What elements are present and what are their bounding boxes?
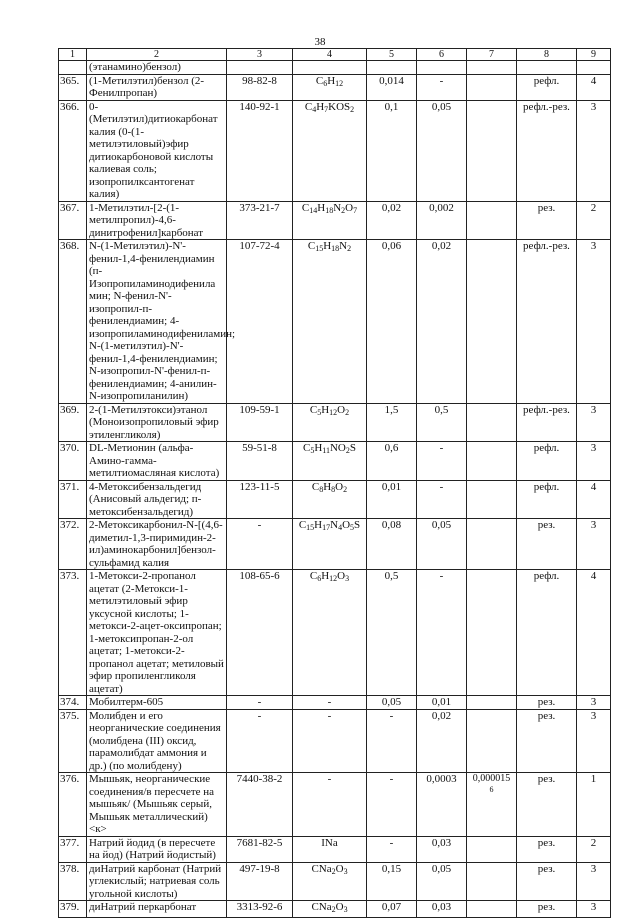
substance-name: 4-Метоксибензальдегид (Анисовый альдегид; п-метоксибензальдегид)	[87, 480, 227, 519]
formula-text: C	[298, 519, 307, 531]
value-col5: 0,02	[367, 201, 417, 240]
col-header: 3	[227, 49, 293, 61]
hazard-type: рез.	[517, 709, 577, 773]
row-number: 368.	[59, 240, 87, 404]
hazard-class: 4	[577, 480, 611, 519]
formula-subscript: 17	[322, 523, 331, 532]
formula-subscript: 8	[331, 484, 336, 494]
chemical-formula	[293, 201, 367, 240]
formula-subscript: 15	[306, 523, 315, 532]
formula-text: H	[316, 100, 325, 113]
cas-number: 140-92-1	[227, 100, 293, 201]
value-col5: -	[367, 836, 417, 862]
value-col6: 0,0003	[417, 773, 467, 837]
value-col5: 0,06	[367, 240, 417, 404]
col-header: 8	[517, 49, 577, 61]
substances-table	[58, 48, 611, 918]
hazard-class: 3	[577, 100, 611, 201]
value-col6: 0,03	[417, 901, 467, 918]
formula-text: H	[327, 74, 336, 87]
value-col7	[467, 570, 517, 696]
row-number: 377.	[59, 836, 87, 862]
substance-name: DL-Метионин (альфа-Амино-гамма-метилтиомасляная кислота)	[87, 442, 227, 481]
hazard-type: рефл.	[517, 74, 577, 100]
table-row	[59, 201, 611, 240]
table-row	[59, 836, 611, 862]
chemical-formula	[293, 403, 367, 442]
hazard-type: рефл.	[517, 570, 577, 696]
cas-number: 59-51-8	[227, 442, 293, 481]
hazard-type: рефл.-рез.	[517, 403, 577, 442]
value-col7	[467, 862, 517, 901]
cas-number: 109-59-1	[227, 403, 293, 442]
value-col5: 0,07	[367, 901, 417, 918]
formula-subscript: 5	[310, 446, 315, 455]
value-col5: -	[367, 709, 417, 773]
chemical-formula	[293, 836, 367, 862]
chemical-formula	[293, 519, 367, 570]
chemical-formula	[293, 61, 367, 75]
value-col7	[467, 74, 517, 100]
hazard-type: рез.	[517, 696, 577, 710]
formula-text: O	[335, 480, 344, 493]
hazard-class: 3	[577, 901, 611, 918]
cas-number: 123-11-5	[227, 480, 293, 519]
col-header: 9	[577, 49, 611, 61]
formula-subscript: 18	[325, 205, 334, 215]
value-col6: -	[417, 442, 467, 481]
chemical-formula	[293, 100, 367, 201]
value-col7	[467, 61, 517, 75]
col-header: 2	[87, 49, 227, 61]
formula-subscript: 4	[312, 104, 317, 114]
formula-text: S	[349, 442, 356, 454]
formula-subscript: 6	[323, 78, 328, 88]
hazard-type: рез.	[517, 773, 577, 837]
value-col6: -	[417, 570, 467, 696]
table-row	[59, 862, 611, 901]
hazard-class: 2	[577, 836, 611, 862]
header-row	[59, 49, 611, 61]
formula-subscript: 3	[343, 905, 348, 914]
col-header: 1	[59, 49, 87, 61]
substance-name: Мобилтерм-605	[87, 696, 227, 710]
chemical-formula	[293, 480, 367, 519]
hazard-class: 3	[577, 709, 611, 773]
value-col7	[467, 201, 517, 240]
formula-text: CNa	[311, 862, 332, 875]
chemical-formula	[293, 901, 367, 918]
formula-text: N	[330, 519, 339, 531]
value-col6: -	[417, 480, 467, 519]
value-col6: 0,05	[417, 519, 467, 570]
substance-name: Натрий йодид (в пересчете на йод) (Натрий йодистый)	[87, 836, 227, 862]
value-col6: 0,01	[417, 696, 467, 710]
value-col7	[467, 519, 517, 570]
cas-number: 497-19-8	[227, 862, 293, 901]
row-number: 367.	[59, 201, 87, 240]
value-col5	[367, 61, 417, 75]
value-col6: 0,03	[417, 836, 467, 862]
hazard-class: 3	[577, 240, 611, 404]
substance-name: 1-Метилэтил-[2-(1-метилпропил)-4,6-динитрофенил]карбонат	[87, 201, 227, 240]
formula-subscript: 3	[345, 574, 350, 583]
formula-text: S	[354, 519, 361, 531]
hazard-class: 1	[577, 773, 611, 837]
value-col7	[467, 709, 517, 773]
substance-name: 0-(Метилэтил)дитиокарбонат калия (0-(1-метилэтиловый)эфир дитиокарбоновой кислоты калиевая соль; изопропилксантогенат калия)	[87, 100, 227, 201]
formula-subscript: 18	[331, 244, 340, 253]
col-header: 4	[293, 49, 367, 61]
chemical-formula	[293, 240, 367, 404]
value-col6: 0,05	[417, 100, 467, 201]
formula-subscript: 8	[319, 484, 324, 494]
row-number: 371.	[59, 480, 87, 519]
formula-text: -	[327, 773, 332, 785]
formula-text: -	[327, 709, 332, 722]
substance-name: 1-Метокси-2-пропанол ацетат (2-Метокси-1-метилэтиловый эфир уксусной кислоты; 1-метокси-2-ацет-оксипропан; 1-метоксипропан-2-ол ацетат; 1-метокси-2-пропанол ацетат; метиловый эфир пропиленгликоля ацетат)	[87, 570, 227, 696]
formula-text: H	[321, 403, 330, 416]
formula-text: C	[309, 403, 318, 416]
cas-number: 7681-82-5	[227, 836, 293, 862]
formula-text: O	[335, 862, 344, 875]
value-col6: 0,05	[417, 862, 467, 901]
value-col6	[417, 61, 467, 75]
formula-subscript: 5	[350, 523, 355, 532]
hazard-class: 2	[577, 201, 611, 240]
formula-subscript: 15	[315, 244, 324, 253]
table-row	[59, 773, 611, 837]
hazard-class: 3	[577, 442, 611, 481]
table-row	[59, 74, 611, 100]
value-col5: 0,05	[367, 696, 417, 710]
substance-name: Молибден и его неорганические соединения (молибдена (III) оксид, парамолибдат аммония и др.) (по молибдену)	[87, 709, 227, 773]
formula-subscript: 12	[329, 407, 338, 417]
row-number: 373.	[59, 570, 87, 696]
table-row	[59, 519, 611, 570]
hazard-type: рез.	[517, 201, 577, 240]
formula-subscript: 12	[335, 78, 344, 88]
formula-text: C	[307, 240, 316, 252]
page-number: 38	[314, 36, 326, 48]
col-header: 7	[467, 49, 517, 61]
value-col7	[467, 901, 517, 918]
cas-number: -	[227, 696, 293, 710]
formula-text: H	[317, 201, 326, 214]
table-row	[59, 696, 611, 710]
value-col7	[467, 696, 517, 710]
value-col5: 0,08	[367, 519, 417, 570]
cas-number: -	[227, 709, 293, 773]
row-number: 378.	[59, 862, 87, 901]
formula-subscript: 2	[345, 446, 350, 455]
formula-text: C	[302, 442, 311, 454]
formula-subscript: 2	[331, 866, 336, 876]
table-row	[59, 480, 611, 519]
formula-text: O	[345, 201, 354, 214]
formula-text: H	[314, 519, 323, 531]
formula-text: C	[301, 201, 310, 214]
formula-text: O	[337, 403, 346, 416]
table-row	[59, 61, 611, 75]
row-number: 369.	[59, 403, 87, 442]
row-number: 376.	[59, 773, 87, 837]
formula-text: -	[327, 696, 332, 708]
formula-text: C	[315, 74, 324, 87]
substance-name: диНатрий перкарбонат	[87, 901, 227, 918]
value-col6: 0,002	[417, 201, 467, 240]
formula-subscript: 7	[324, 104, 329, 114]
hazard-class	[577, 61, 611, 75]
value-col7	[467, 100, 517, 201]
hazard-class: 3	[577, 696, 611, 710]
value-col6: 0,02	[417, 240, 467, 404]
table-row	[59, 240, 611, 404]
value-col5: 1,5	[367, 403, 417, 442]
row-number: 372.	[59, 519, 87, 570]
substance-name: (этанамино)бензол)	[87, 61, 227, 75]
hazard-type: рез.	[517, 901, 577, 918]
substance-name: Мышьяк, неорганические соединения/в пересчете на мышьяк/ (Мышьяк серый, Мышьяк металлический) <к>	[87, 773, 227, 837]
formula-text: KOS	[328, 100, 351, 113]
formula-text: C	[309, 570, 318, 582]
value-col5: -	[367, 773, 417, 837]
hazard-class: 3	[577, 403, 611, 442]
cas-number: 7440-38-2	[227, 773, 293, 837]
row-number: 370.	[59, 442, 87, 481]
cas-number: -	[227, 519, 293, 570]
substance-name: (1-Метилэтил)бензол (2-Фенилпропан)	[87, 74, 227, 100]
formula-subscript: 6	[317, 574, 322, 583]
value-col5: 0,5	[367, 570, 417, 696]
row-number: 374.	[59, 696, 87, 710]
formula-subscript: 2	[343, 484, 348, 494]
value-col5: 0,1	[367, 100, 417, 201]
formula-text: C	[304, 100, 313, 113]
row-number: 375.	[59, 709, 87, 773]
table-row	[59, 100, 611, 201]
hazard-type: рефл.	[517, 480, 577, 519]
table-row	[59, 442, 611, 481]
formula-text: C	[311, 480, 320, 493]
row-number: 379.	[59, 901, 87, 918]
formula-text: N	[333, 201, 342, 214]
formula-subscript: 3	[343, 866, 348, 876]
formula-text: INa	[321, 836, 338, 849]
value-col7	[467, 442, 517, 481]
formula-text: CNa	[311, 901, 332, 913]
cas-number: 3313-92-6	[227, 901, 293, 918]
formula-subscript: 12	[329, 574, 338, 583]
cas-number: 373-21-7	[227, 201, 293, 240]
table-row	[59, 901, 611, 918]
value-col7	[467, 240, 517, 404]
chemical-formula	[293, 570, 367, 696]
chemical-formula	[293, 74, 367, 100]
formula-subscript: 4	[338, 523, 343, 532]
value-col5: 0,6	[367, 442, 417, 481]
formula-text: O	[342, 519, 351, 531]
col-header: 5	[367, 49, 417, 61]
row-number	[59, 61, 87, 75]
value-col7	[467, 403, 517, 442]
value-col6: 0,5	[417, 403, 467, 442]
chemical-formula	[293, 442, 367, 481]
cas-number: 107-72-4	[227, 240, 293, 404]
hazard-class: 3	[577, 519, 611, 570]
chemical-formula	[293, 773, 367, 837]
hazard-type: рез.	[517, 519, 577, 570]
formula-subscript: 2	[341, 205, 346, 215]
hazard-class: 4	[577, 74, 611, 100]
hazard-type	[517, 61, 577, 75]
value-col6: -	[417, 74, 467, 100]
table-row	[59, 570, 611, 696]
formula-text: O	[335, 901, 344, 913]
cas-number: 98-82-8	[227, 74, 293, 100]
substance-name: диНатрий карбонат (Натрий углекислый; натриевая соль угольной кислоты)	[87, 862, 227, 901]
formula-subscript: 7	[353, 205, 358, 215]
value-col7	[467, 480, 517, 519]
value-col7	[467, 773, 517, 837]
substance-name: N-(1-Метилэтил)-N'-фенил-1,4-фенилендиамин (п-Изопропиламинодифенила мин; N-фенил-N'-изопропил-п-фенилендиамин; 4-изопропиламинодифениламин; N-(1-метилэтил)-N'-фенил-1,4-фенилендиамин; N-изопропил-N'-фенил-п-фенилендиамин; 4-анилин-N-изопропиланилин)	[87, 240, 227, 404]
hazard-class: 3	[577, 862, 611, 901]
table-row	[59, 709, 611, 773]
hazard-type: рефл.	[517, 442, 577, 481]
formula-subscript: 14	[309, 205, 318, 215]
value-col7-text: 0,000015	[472, 773, 511, 784]
hazard-type: рефл.-рез.	[517, 240, 577, 404]
chemical-formula	[293, 709, 367, 773]
row-number: 366.	[59, 100, 87, 201]
formula-text: H	[323, 240, 332, 252]
value-col7	[467, 836, 517, 862]
formula-text: H	[314, 442, 323, 454]
table-body	[59, 61, 611, 918]
formula-subscript: 2	[350, 104, 355, 114]
substance-name: 2-Метоксикарбонил-N-[(4,6-диметил-1,3-пиримидин-2-ил)аминокарбонил]бензол-сульфамид калия	[87, 519, 227, 570]
formula-text: H	[323, 480, 332, 493]
formula-text: H	[321, 570, 330, 582]
col-header: 6	[417, 49, 467, 61]
hazard-class: 4	[577, 570, 611, 696]
table-row	[59, 403, 611, 442]
hazard-type: рефл.-рез.	[517, 100, 577, 201]
formula-subscript: 2	[331, 905, 336, 914]
value-col5: 0,01	[367, 480, 417, 519]
cas-number	[227, 61, 293, 75]
chemical-formula	[293, 696, 367, 710]
substance-name: 2-(1-Метилэтокси)этанол (Моноизопропиловый эфир этиленгликоля)	[87, 403, 227, 442]
hazard-type: рез.	[517, 836, 577, 862]
chemical-formula	[293, 862, 367, 901]
formula-subscript: 2	[345, 407, 350, 417]
formula-text: N	[339, 240, 348, 252]
formula-subscript: 2	[347, 244, 352, 253]
value-col5: 0,15	[367, 862, 417, 901]
formula-text: NO	[329, 442, 346, 454]
value-col6: 0,02	[417, 709, 467, 773]
formula-subscript: 11	[322, 446, 330, 455]
formula-text: O	[337, 570, 346, 582]
row-number: 365.	[59, 74, 87, 100]
value-col5: 0,014	[367, 74, 417, 100]
formula-subscript: 5	[317, 407, 322, 417]
hazard-type: рез.	[517, 862, 577, 901]
value-col7-continuation: 6	[489, 784, 494, 794]
cas-number: 108-65-6	[227, 570, 293, 696]
